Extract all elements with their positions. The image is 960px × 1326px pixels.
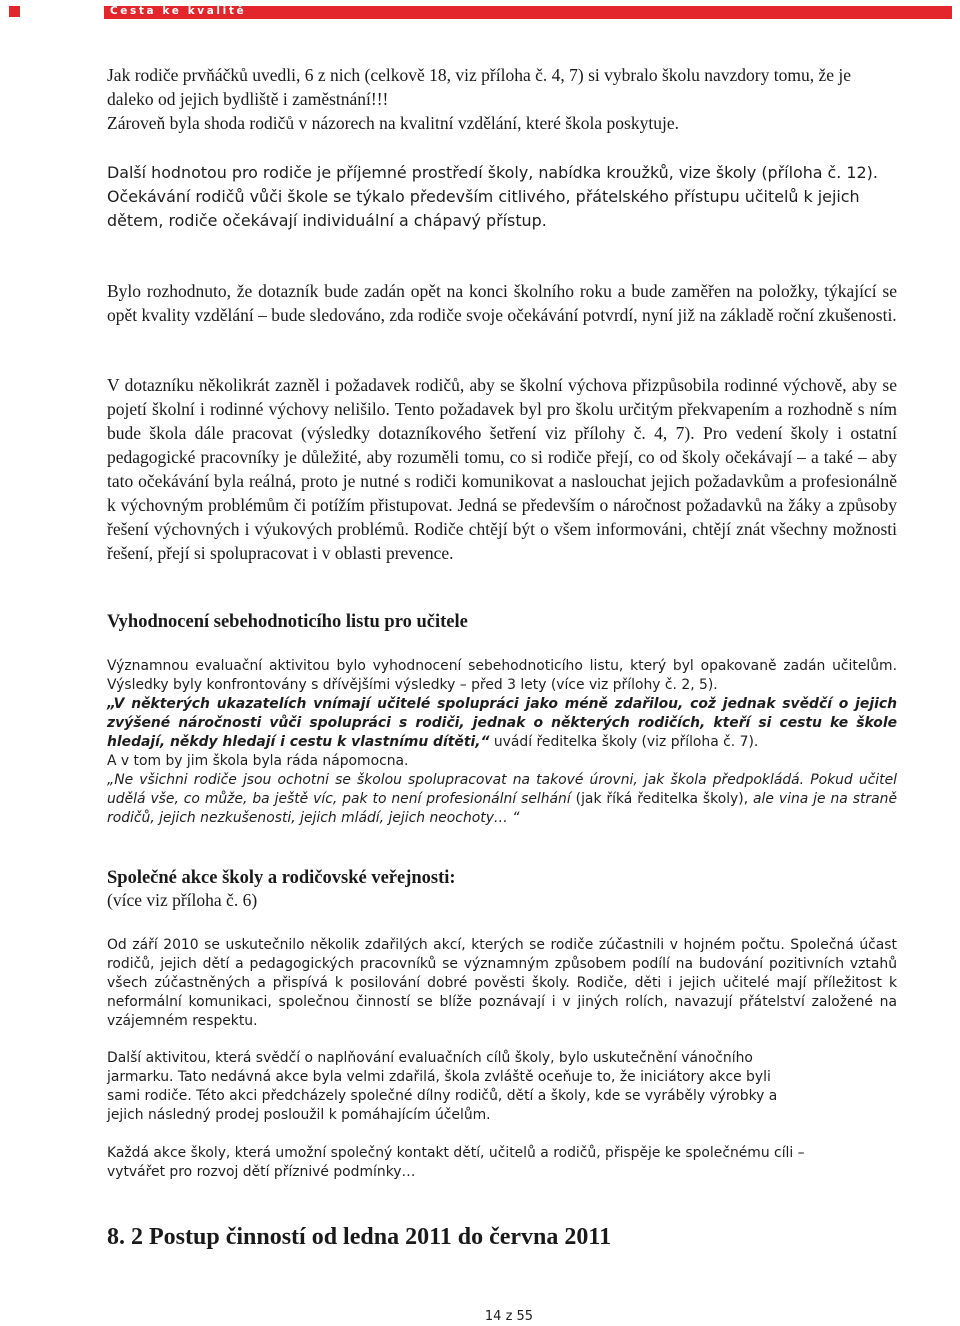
text-line: vytvářet pro rozvoj dětí příznivé podmínky… [107, 1164, 416, 1180]
text-line: Další aktivitou, která svědčí o naplňování evaluačních cílů školy, bylo uskutečnění vánočního [107, 1050, 753, 1066]
text-line: sami rodiče. Této akci předcházely společné dílny rodičů, dětí a školy, kde se vyráběly výrobky a [107, 1088, 778, 1104]
text-line: Jak rodiče prvňáčků uvedli, 6 z nich (celkově 18, viz příloha č. 4, 7) si vybralo školu navzdory tomu, že je daleko od jejich bydliště i zaměstnání!!! [107, 65, 852, 109]
text-line: Zároveň byla shoda rodičů v názorech na kvalitní vzdělání, které škola poskytuje. [107, 113, 679, 133]
text-paragraph: A v tom by jim škola byla ráda nápomocna. [107, 753, 409, 769]
quote-text: „V některých ukazatelích vnímají učitelé spolupráci jako méně zdařilou, což jednak svědčí o jejich zvýšené náročnosti vůči spolupráci s rodiči, jednak o některých rodičích, kteří si cestu ke škole hledají, někdy hledají i cestu k vlastnímu dítěti,“ [107, 696, 897, 750]
text-paragraph: Od září 2010 se uskutečnilo několik zdařilých akcí, kterých se rodiče zúčastnili v hojném počtu. Společná účast rodičů, jejich dětí a pedagogických pracovníků se významným způsobem podílí na budování pozitivních vztahů všech zúčastněných a přispívá k posilování dobré pověsti školy. Rodiče, děti i jejich učitelé mají příležitost k neformální komunikaci, společnou činností se blíže poznávají i v jiných rolích, navazují přátelství založené na vzájemném respektu. [107, 937, 897, 1029]
text-paragraph: Očekávání rodičů vůči škole se týkalo především citlivého, přátelského přístupu učitelů k jejich dětem, rodiče očekávají individuální a chápavý přístup. [107, 187, 860, 230]
section-heading-self-evaluation: Vyhodnocení sebehodnoticího listu pro učitele [107, 612, 468, 632]
section-subheading: (více viz příloha č. 6) [107, 890, 258, 910]
text-line: jarmarku. Tato nedávná akce byla velmi zdařilá, škola zvláště oceňuje to, že iniciátory akce byli [107, 1069, 771, 1085]
text-paragraph: Významnou evaluační aktivitou bylo vyhodnocení sebehodnoticího listu, který byl opakovaně zadán učitelům. Výsledky byly konfrontovány s dřívějšími výsledky – před 3 lety (více viz přílohy č. 2, 5). [107, 658, 897, 693]
quote-parents [107, 771, 897, 828]
text-paragraph: Bylo rozhodnuto, že dotazník bude zadán opět na konci školního roku a bude zaměřen na položky, týkající se opět kvality vzdělání – bude sledováno, zda rodiče svoje očekávání potvrdí, nyní již na základě roční zkušenosti. [107, 281, 897, 325]
paragraph-values [107, 161, 897, 233]
paragraph-requirements [107, 373, 897, 565]
quote-attribution: (jak říká ředitelka školy), [570, 791, 754, 807]
header-title: Cesta ke kvalitě [110, 5, 247, 17]
paragraph-questionnaire [107, 279, 897, 327]
self-evaluation-body [107, 657, 897, 828]
text-line: Každá akce školy, která umožní společný kontakt dětí, učitelů a rodičů, přispěje ke společnému cíli – [107, 1145, 805, 1161]
joint-events-paragraph [107, 936, 897, 1031]
quote-director [107, 695, 897, 752]
text-paragraph: V dotazníku několikrát zazněl i požadavek rodičů, aby se školní výchova přizpůsobila rodinné výchově, aby se pojetí školní i rodinné výchovy nelišilo. Tento požadavek byl pro školu určitým překvapením a rozhodně s ním bude škola dále pracovat (výsledky dotazníkového šetření viz přílohy č. 4, 7). Pro vedení školy i ostatní pedagogické pracovníky je důležité, aby rozuměli tomu, co si rodiče přejí, co od školy očekávají – a také – aby tato očekávání byla reálná, proto je nutné s rodiči komunikovat a naslouchat jejich požadavkům a profesionálně k výchovným problémům či potížím přistupovat. Jedná se především o náročnost požadavků na žáky a způsoby řešení výchovných i výukových problémů. Rodiče chtějí být o všem informováni, chtějí znát všechny možnosti řešení, přejí si spolupracovat i v oblasti prevence. [107, 375, 897, 563]
quote-attribution: uvádí ředitelka školy (viz příloha č. 7). [489, 734, 759, 750]
closing-paragraph [107, 1144, 897, 1182]
quote-text: „Ne všichni rodiče jsou ochotni se školou spolupracovat na takové úrovni, jak škola předpokládá. Pokud učitel udělá vše, co může, ba ještě víc, pak to není profesionální selhání [107, 772, 897, 807]
text-line: jejich následný prodej posloužil k pomáhajícím účelům. [107, 1107, 491, 1123]
page-number: 14 z 55 [484, 1309, 534, 1324]
header-bar [104, 6, 952, 19]
quote-text: ale vina je na straně rodičů, jejich nezkušenosti, jejich mládí, jejich neochoty… “ [107, 791, 897, 826]
corner-square-mark [9, 6, 20, 17]
section-heading-joint-events: Společné akce školy a rodičovské veřejnosti: [107, 868, 456, 888]
paragraph-choice-reasons [107, 63, 897, 135]
text-paragraph: Další hodnotou pro rodiče je příjemné prostředí školy, nabídka kroužků, vize školy (příloha č. 12). [107, 163, 878, 182]
christmas-market-paragraph [107, 1049, 897, 1125]
chapter-heading: 8. 2 Postup činností od ledna 2011 do června 2011 [107, 1224, 612, 1250]
